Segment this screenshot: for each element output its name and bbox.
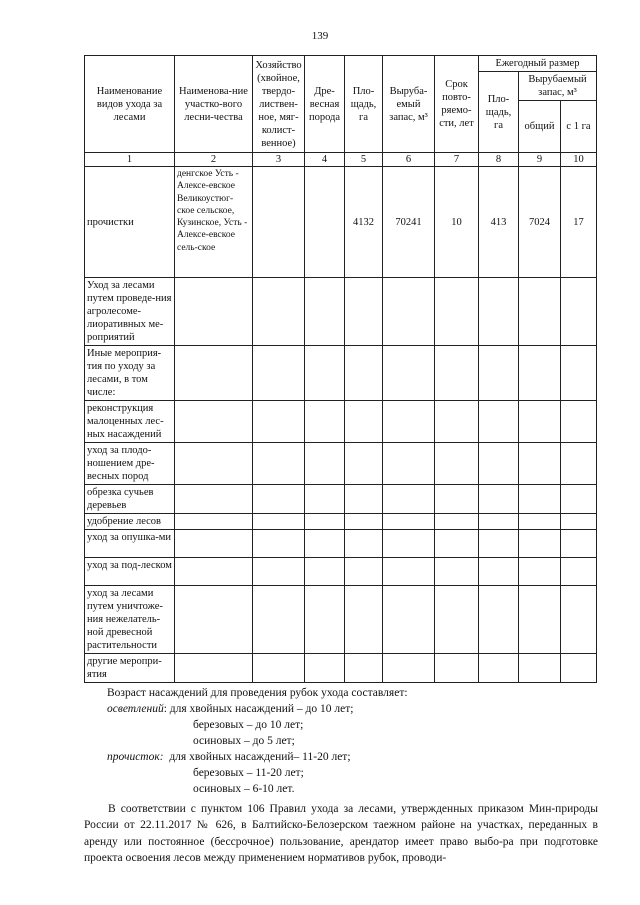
col-num: 10 [561, 153, 597, 167]
header-annual-area: Пло-щадь, га [479, 72, 519, 153]
forest-care-table [84, 55, 597, 683]
table-row [85, 586, 597, 654]
col-num: 4 [305, 153, 345, 167]
header-area: Пло-щадь, га [345, 56, 383, 153]
pro-label: прочисток: [107, 751, 164, 763]
pro-conifer: для хвойных насаждений– 11-20 лет; [169, 751, 351, 763]
table-row [85, 485, 597, 514]
table-row [85, 278, 597, 346]
col-num: 3 [253, 153, 305, 167]
forestry-name: денгское Усть - Алексе-евское Великоустюг-ское сельское, Кузинское, Усть - Алексе-евское сель-ское [175, 167, 253, 278]
table-row [85, 530, 597, 558]
pro-aspen: осиновых – 6-10 лет. [193, 783, 295, 795]
table-row [85, 346, 597, 401]
header-period: Срок повто-ряемо-сти, лет [435, 56, 479, 153]
header-species: Дре-весная порода [305, 56, 345, 153]
col-num: 1 [85, 153, 175, 167]
row-label: уход за лесами путем уничтоже-ния нежелатель-ной древесной растительности [85, 586, 175, 654]
col-num: 6 [383, 153, 435, 167]
osv-birch: березовых – до 10 лет; [193, 719, 304, 731]
row-label: уход за плодо-ношением дре-весных пород [85, 443, 175, 485]
page-number: 139 [311, 30, 329, 42]
table-row [85, 558, 597, 586]
cell-annual-area: 413 [479, 167, 519, 278]
cell-annual-per-ha: 17 [561, 167, 597, 278]
osv-aspen: осиновых – до 5 лет; [193, 735, 295, 747]
col-num: 7 [435, 153, 479, 167]
header-total: общий [519, 101, 561, 153]
age-pro-line [107, 749, 607, 765]
col-num: 9 [519, 153, 561, 167]
row-label: уход за под-леском [85, 558, 175, 586]
col-num: 8 [479, 153, 519, 167]
table-row [85, 514, 597, 530]
table-row [85, 443, 597, 485]
col-num: 5 [345, 153, 383, 167]
cell-area: 4132 [345, 167, 383, 278]
table-row [85, 654, 597, 683]
body-paragraph: В соответствии с пунктом 106 Правил ухода за лесами, утвержденных приказом Мин-природы России от 22.11.2017 № 626, в Балтийско-Белозерском таежном районе на участках, переданных в аренду или постоянное (бессрочное) пользование, арендатор имеет право выбо-ра при подготовке проекта освоения лесов между применением нормативов рубок, проводи- [84, 803, 598, 864]
cell-period: 10 [435, 167, 479, 278]
osv-conifer: : для хвойных насаждений – до 10 лет; [163, 703, 354, 715]
header-annual-volume: Вырубаемый запас, м³ [519, 72, 597, 101]
row-label: обрезка сучьев деревьев [85, 485, 175, 514]
row-label: удобрение лесов [85, 514, 175, 530]
header-volume-text: Выруба-емый запас, м³ [389, 85, 428, 123]
cell [305, 167, 345, 278]
row-label: другие меропри-ятия [85, 654, 175, 683]
header-annual: Ежегодный размер [479, 56, 597, 72]
row-label: уход за опушка-ми [85, 530, 175, 558]
cell-volume: 70241 [383, 167, 435, 278]
cell [253, 167, 305, 278]
header-care-type: Наименование видов ухода за лесами [85, 56, 175, 153]
row-label: реконструкция малоценных лес-ных насаждений [85, 401, 175, 443]
header-volume [383, 56, 435, 153]
cell-annual-total: 7024 [519, 167, 561, 278]
table-row [85, 401, 597, 443]
pro-birch: березовых – 11-20 лет; [193, 767, 304, 779]
age-osv-line [107, 701, 607, 717]
row-label: Иные мероприя-тия по уходу за лесами, в том числе: [85, 346, 175, 401]
header-per-ha: с 1 га [561, 101, 597, 153]
row-label: прочистки [85, 167, 175, 278]
row-label: Уход за лесами путем проведе-ния агролесоме-лиоративных ме-роприятий [85, 278, 175, 346]
header-forestry: Наименова-ние участко-вого лесни-чества [175, 56, 253, 153]
osv-label: осветлений [107, 703, 164, 715]
age-intro: Возраст насаждений для проведения рубок ухода составляет: [107, 687, 408, 699]
col-num: 2 [175, 153, 253, 167]
column-number-row [85, 153, 597, 167]
header-economy: Хозяйство (хвойное, твердо-листвен-ное, мяг-колист-венное) [253, 56, 305, 153]
table-row [85, 167, 597, 278]
